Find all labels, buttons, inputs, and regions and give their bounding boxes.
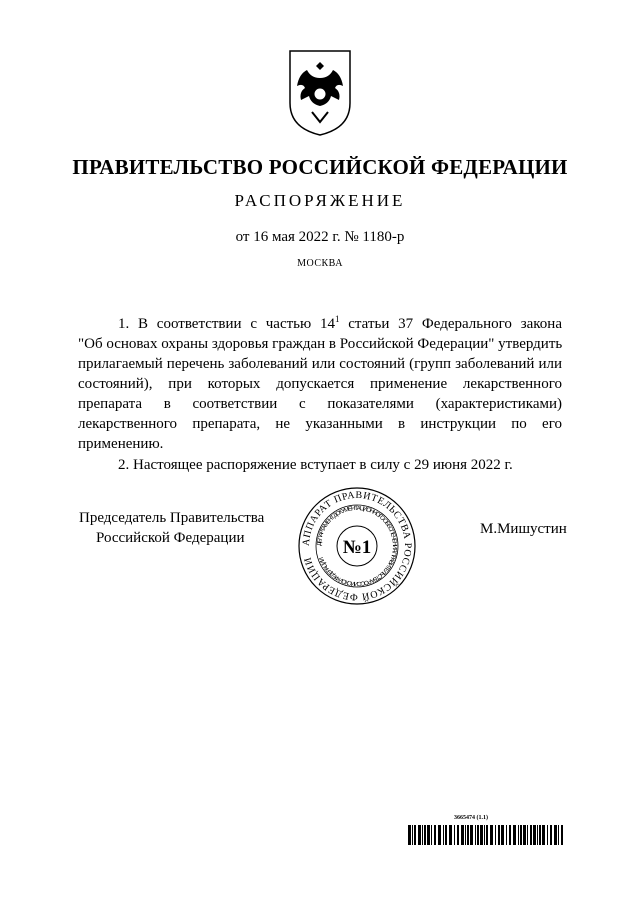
barcode-bar	[434, 825, 436, 845]
signer-name: М.Мишустин	[480, 521, 567, 537]
barcode-bar	[506, 825, 507, 845]
barcode-bar	[475, 825, 476, 845]
barcode	[408, 825, 562, 845]
barcode-bar	[438, 825, 441, 845]
barcode-bar	[490, 825, 493, 845]
paragraph-1-line: состояний), при которых допускается применение лекарственного	[78, 376, 562, 392]
barcode-bar	[427, 825, 430, 845]
coat-of-arms-emblem	[287, 48, 353, 138]
barcode-bar	[477, 825, 479, 845]
city: МОСКВА	[297, 258, 343, 269]
barcode-bar	[501, 825, 504, 845]
paragraph-1-line: применению.	[78, 436, 164, 452]
document-type: РАСПОРЯЖЕНИЕ	[234, 191, 406, 210]
barcode-bar	[408, 825, 411, 845]
barcode-bar	[533, 825, 536, 845]
barcode-bar	[445, 825, 447, 845]
paragraph-2: 2. Настоящее распоряжение вступает в силу с 29 июня 2022 г.	[118, 457, 513, 473]
barcode-bar	[539, 825, 541, 845]
paragraph-1-line: прилагаемый перечень заболеваний или состояний (групп заболеваний или	[78, 356, 562, 372]
barcode-bar	[542, 825, 545, 845]
barcode-bar	[495, 825, 496, 845]
barcode-bar	[498, 825, 500, 845]
barcode-bar	[520, 825, 522, 845]
svg-text:№1: №1	[342, 537, 372, 558]
barcode-bar	[484, 825, 485, 845]
barcode-bar	[470, 825, 473, 845]
barcode-bar	[461, 825, 464, 845]
barcode-bar	[454, 825, 455, 845]
barcode-bar	[550, 825, 552, 845]
barcode-bar	[537, 825, 538, 845]
barcode-bar	[486, 825, 488, 845]
date-and-number: от 16 мая 2022 г. № 1180-р	[235, 229, 405, 245]
page-title: ПРАВИТЕЛЬСТВО РОССИЙСКОЙ ФЕДЕРАЦИИ	[72, 155, 568, 179]
svg-text:ДЕПАРТАМЕНТ ДОКУМЕНТАЦИОННОГО: ДЕПАРТАМЕНТ ДОКУМЕНТАЦИОННОГО ОБЕСПЕЧЕНИЯ ПРАВИТЕЛЬСТВА РОССИЙСКОЙ ФЕДЕРАЦИИ	[316, 505, 398, 587]
barcode-bar	[467, 825, 469, 845]
barcode-bar	[523, 825, 526, 845]
barcode-bar	[558, 825, 559, 845]
paragraph-1-line: 1. В соответствии с частью $14^1$ статьи 37 Федерального закона	[118, 314, 562, 332]
barcode-bar	[554, 825, 557, 845]
barcode-bar	[424, 825, 426, 845]
barcode-bar	[561, 825, 563, 845]
paragraph-1-line: "Об основах охраны здоровья граждан в Российской Федерации" утвердить	[78, 336, 563, 352]
barcode-bar	[422, 825, 423, 845]
barcode-bar	[530, 825, 532, 845]
paragraph-1-line: препарата в соответствии с показателями (характеристиками)	[78, 396, 562, 412]
paragraph-1-line: лекарственного препарата, не указанными в инструкции по его	[78, 416, 562, 432]
official-stamp	[292, 484, 422, 608]
barcode-number: 3665474 (1.1)	[454, 815, 488, 821]
signer-position-line1: Председатель Правительства	[79, 510, 265, 526]
signer-position-line2: Российской Федерации	[96, 530, 245, 546]
barcode-bar	[449, 825, 452, 845]
barcode-bar	[443, 825, 444, 845]
barcode-bar	[480, 825, 483, 845]
barcode-bar	[414, 825, 416, 845]
barcode-bar	[527, 825, 528, 845]
barcode-bar	[412, 825, 413, 845]
barcode-bar	[431, 825, 432, 845]
barcode-bar	[513, 825, 516, 845]
barcode-bar	[518, 825, 519, 845]
barcode-bar	[509, 825, 511, 845]
barcode-bar	[418, 825, 421, 845]
barcode-bar	[547, 825, 548, 845]
svg-text:АППАРАТ ПРАВИТЕЛЬСТВА РОССИЙСК: АППАРАТ ПРАВИТЕЛЬСТВА РОССИЙСКОЙ ФЕДЕРАЦИИ	[300, 489, 414, 603]
barcode-bar	[457, 825, 459, 845]
barcode-bar	[465, 825, 466, 845]
